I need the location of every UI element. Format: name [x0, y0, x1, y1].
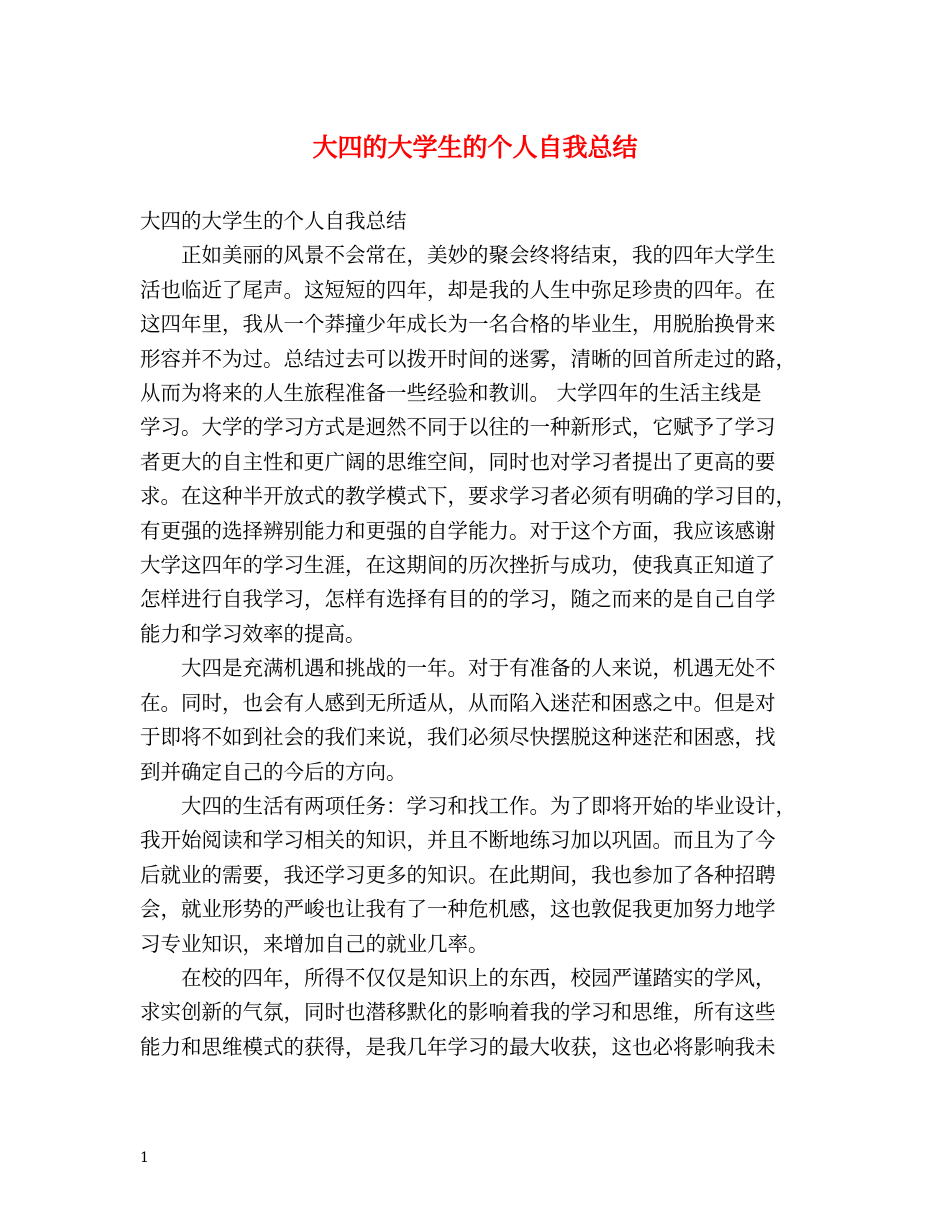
text-line: 习专业知识，来增加自己的就业几率。	[140, 931, 489, 956]
text-line: 会，就业形势的严峻也让我有了一种危机感，这也敦促我更加努力地学	[140, 897, 776, 922]
text-line: 在。同时，也会有人感到无所适从，从而陷入迷茫和困惑之中。但是对	[140, 690, 776, 715]
text-line: 大四的大学生的个人自我总结	[140, 209, 407, 233]
text-line: 求。在这种半开放式的教学模式下，要求学习者必须有明确的学习目的，	[140, 484, 796, 509]
text-line: 这四年里，我从一个莽撞少年成长为一名合格的毕业生，用脱胎换骨来	[140, 312, 776, 337]
text-line: 大四是充满机遇和挑战的一年。对于有准备的人来说，机遇无处不	[181, 656, 776, 681]
text-line: 怎样进行自我学习，怎样有选择有目的的学习，随之而来的是自己自学	[140, 587, 776, 612]
document-title: 大四的大学生的个人自我总结	[312, 133, 638, 162]
text-line: 能力和学习效率的提高。	[140, 621, 366, 646]
text-line: 活也临近了尾声。这短短的四年，却是我的人生中弥足珍贵的四年。在	[140, 277, 776, 302]
text-line: 于即将不如到社会的我们来说，我们必须尽快摆脱这种迷茫和困惑，找	[140, 725, 776, 750]
text-line: 在校的四年，所得不仅仅是知识上的东西，校园严谨踏实的学风，	[181, 965, 776, 990]
text-line: 求实创新的气氛，同时也潜移默化的影响着我的学习和思维，所有这些	[140, 1000, 776, 1025]
page-number: 1	[140, 1150, 149, 1166]
text-line: 到并确定自己的今后的方向。	[140, 759, 407, 784]
text-line: 我开始阅读和学习相关的知识，并且不断地练习加以巩固。而且为了今	[140, 828, 776, 853]
document-body	[140, 204, 815, 1064]
text-line: 有更强的选择辨别能力和更强的自学能力。对于这个方面，我应该感谢	[140, 518, 776, 543]
text-line: 形容并不为过。总结过去可以拨开时间的迷雾，清晰的回首所走过的路，	[140, 346, 796, 371]
text-line: 大学这四年的学习生涯，在这期间的历次挫折与成功，使我真正知道了	[140, 553, 776, 578]
text-line: 能力和思维模式的获得，是我几年学习的最大收获，这也必将影响我未	[140, 1034, 776, 1059]
text-line: 正如美丽的风景不会常在，美妙的聚会终将结束，我的四年大学生	[181, 243, 776, 268]
text-line: 者更大的自主性和更广阔的思维空间，同时也对学习者提出了更高的要	[140, 449, 776, 474]
text-line: 大四的生活有两项任务：学习和找工作。为了即将开始的毕业设计，	[181, 793, 796, 818]
text-line: 学习。大学的学习方式是迥然不同于以往的一种新形式，它赋予了学习	[140, 415, 776, 440]
text-line: 后就业的需要，我还学习更多的知识。在此期间，我也参加了各种招聘	[140, 862, 776, 887]
text-line: 从而为将来的人生旅程准备一些经验和教训。 大学四年的生活主线是	[140, 381, 762, 406]
